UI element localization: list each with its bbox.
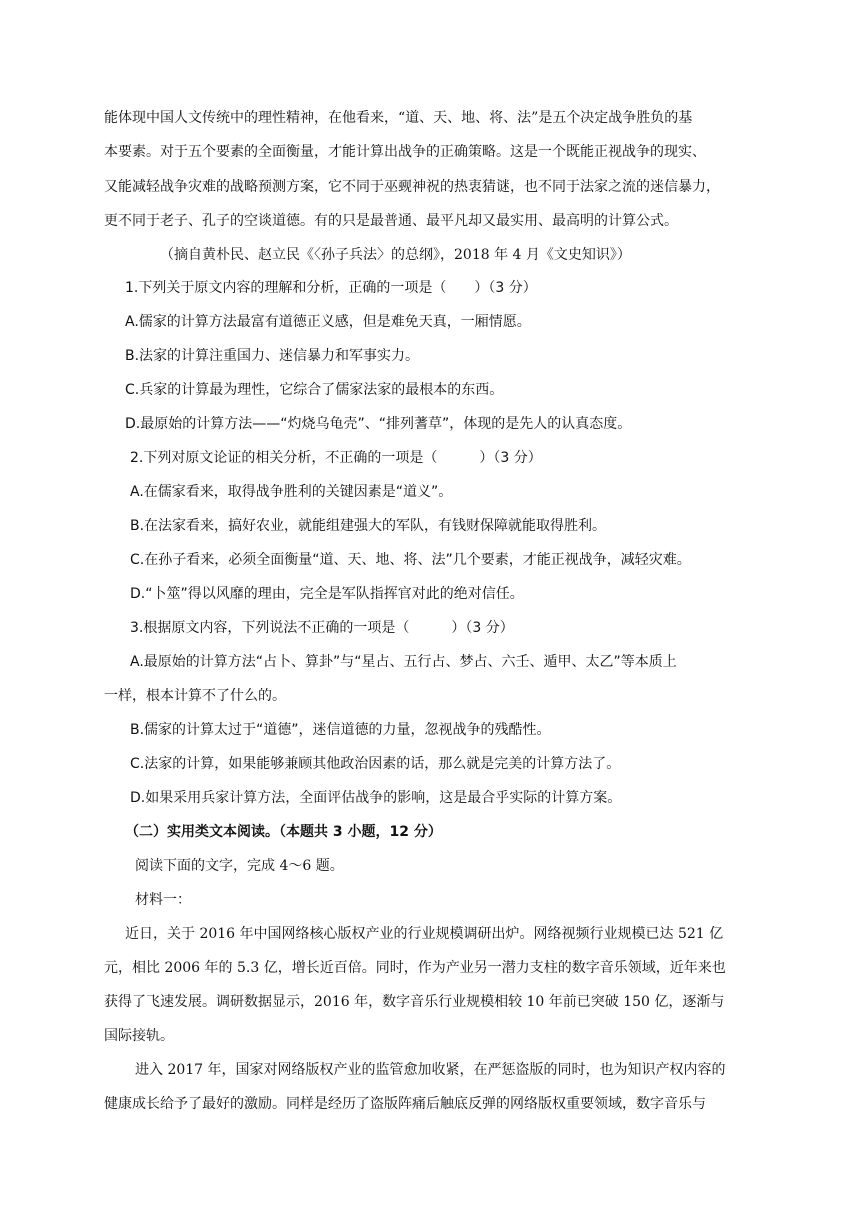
paragraph-line: 进入 2017 年，国家对网络版权产业的监管愈加收紧，在严惩盗版的同时，也为知识产权内容的 [135, 1062, 726, 1078]
question-2-option-c: C.在孙子看来，必须全面衡量“道、天、地、将、法”几个要素，才能正视战争，减轻灾难。 [130, 552, 691, 568]
instruction-text: 阅读下面的文字，完成 4～6 题。 [135, 858, 344, 874]
question-3-option-d: D.如果采用兵家计算方法，全面评估战争的影响，这是最合乎实际的计算方案。 [130, 790, 622, 806]
paragraph-line: 又能减轻战争灾难的战略预测方案，它不同于巫觋神祝的热衷猜谜，也不同于法家之流的迷信暴力， [104, 179, 720, 195]
source-citation: （摘自黄朴民、赵立民《〈孙子兵法〉的总纲》，2018 年 4 月《文史知识》） [160, 247, 631, 263]
section-heading: （二）实用类文本阅读。（本题共 3 小题，12 分） [125, 824, 442, 840]
question-3-stem: 3.根据原文内容，下列说法不正确的一项是（ ）（3 分） [130, 620, 514, 636]
question-1-option-a: A.儒家的计算方法最富有道德正义感，但是难免天真，一厢情愿。 [125, 314, 531, 330]
paragraph-line: 本要素。对于五个要素的全面衡量，才能计算出战争的正确策略。这是一个既能正视战争的现实、 [104, 144, 706, 160]
question-1-option-b: B.法家的计算注重国力、迷信暴力和军事实力。 [125, 348, 420, 364]
question-2-stem: 2.下列对原文论证的相关分析，不正确的一项是（ ）（3 分） [130, 450, 542, 466]
paragraph-line: 能体现中国人文传统中的理性精神，在他看来，“道、天、地、将、法”是五个决定战争胜负的基 [104, 110, 693, 126]
question-2-option-a: A.在儒家看来，取得战争胜利的关键因素是“道义”。 [130, 484, 453, 500]
paragraph-line: 元，相比 2006 年的 5.3 亿，增长近百倍。同时，作为产业另一潜力支柱的数字音乐领域，近年来也 [104, 960, 726, 976]
question-1-stem: 1.下列关于原文内容的理解和分析，正确的一项是（ ）（3 分） [125, 280, 537, 296]
question-1-option-c: C.兵家的计算最为理性，它综合了儒家法家的最根本的东西。 [125, 382, 504, 398]
paragraph-line: 获得了飞速发展。调研数据显示，2016 年，数字音乐行业规模相较 10 年前已突破 150 亿，逐渐与 [104, 994, 725, 1010]
question-3-option-a-continued: 一样，根本计算不了什么的。 [104, 688, 286, 704]
question-2-option-d: D.“卜筮”得以风靡的理由，完全是军队指挥官对此的绝对信任。 [130, 586, 524, 602]
question-2-option-b: B.在法家看来，搞好农业，就能组建强大的军队，有钱财保障就能取得胜利。 [130, 518, 607, 534]
question-3-option-a: A.最原始的计算方法“占卜、算卦”与“星占、五行占、梦占、六壬、遁甲、太乙”等本质上 [130, 654, 677, 670]
paragraph-line: 更不同于老子、孔子的空谈道德。有的只是最普通、最平凡却又最实用、最高明的计算公式。 [104, 213, 678, 229]
paragraph-line: 近日，关于 2016 年中国网络核心版权产业的行业规模调研出炉。网络视频行业规模已达 521 亿 [125, 926, 724, 942]
paragraph-line: 健康成长给予了最好的激励。同样是经历了盗版阵痛后触底反弹的网络版权重要领域，数字音乐与 [104, 1096, 706, 1112]
question-3-option-b: B.儒家的计算太过于“道德”，迷信道德的力量，忽视战争的残酷性。 [130, 722, 551, 738]
paragraph-line: 国际接轨。 [104, 1028, 174, 1044]
question-1-option-d: D.最原始的计算方法——“灼烧乌龟壳”、“排列蓍草”，体现的是先人的认真态度。 [125, 416, 632, 432]
material-label: 材料一： [135, 892, 191, 908]
question-3-option-c: C.法家的计算，如果能够兼顾其他政治因素的话，那么就是完美的计算方法了。 [130, 756, 621, 772]
